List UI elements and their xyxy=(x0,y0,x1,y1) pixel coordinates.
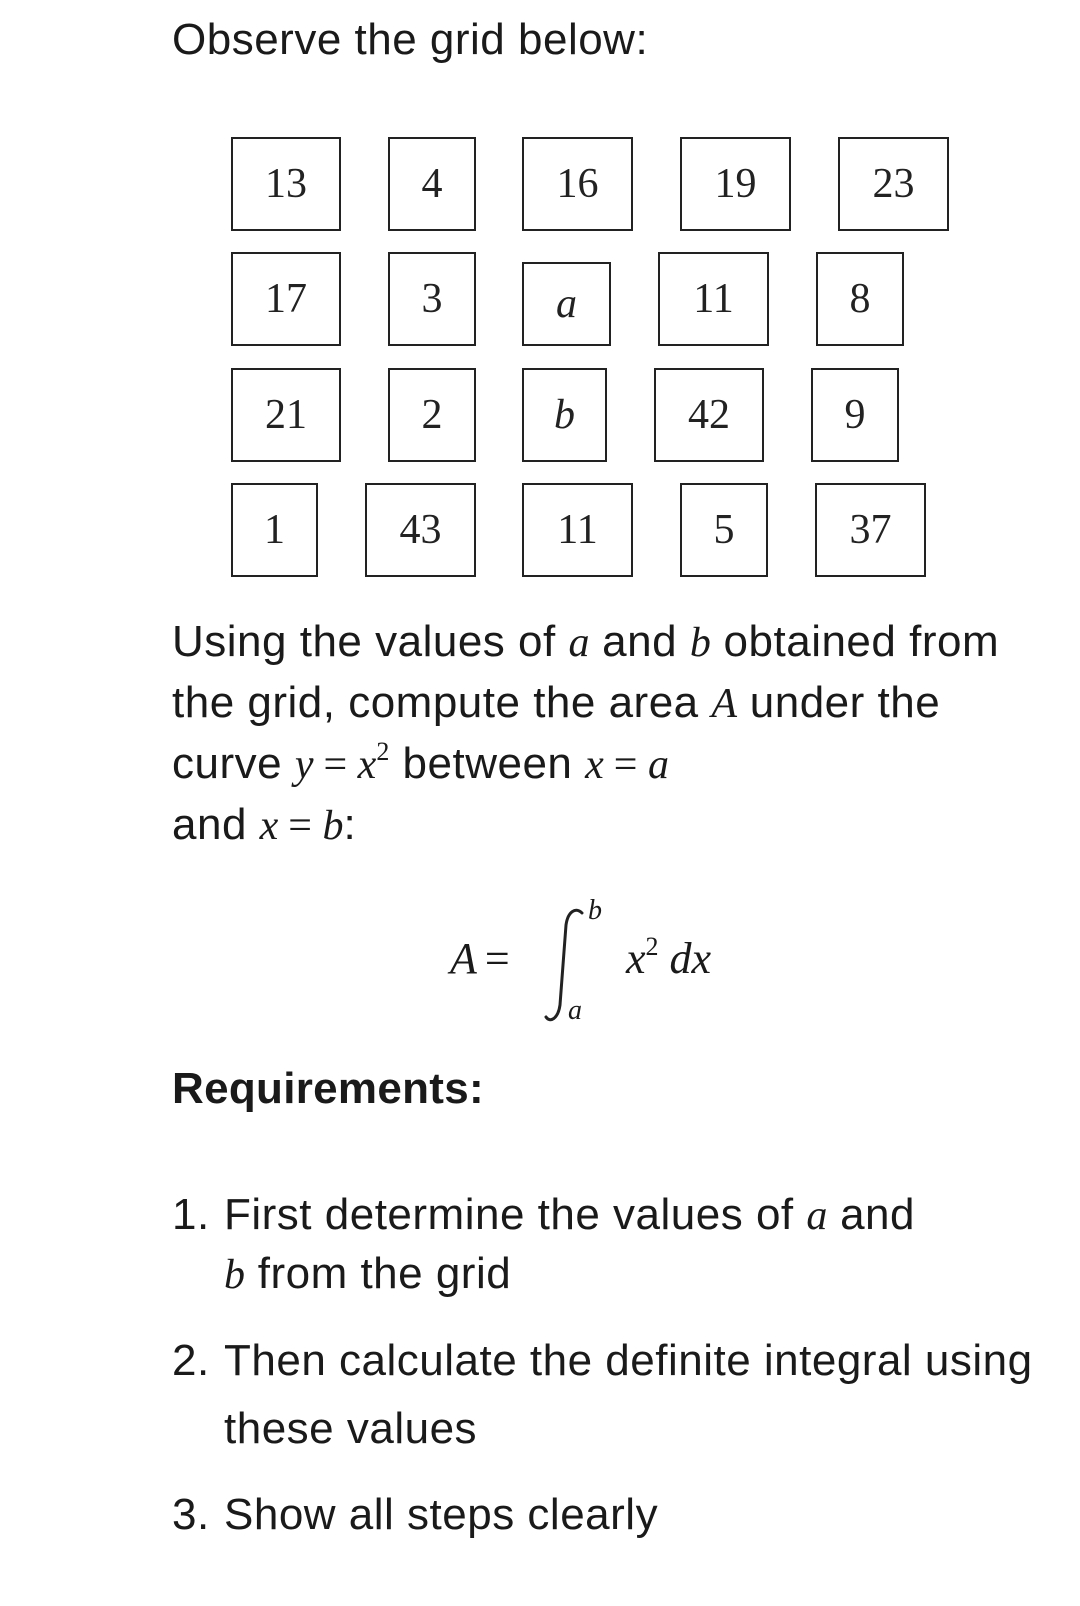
grid-cell: 13 xyxy=(231,137,341,231)
requirement-item: 3. Show all steps clearly xyxy=(172,1486,1052,1544)
math-var-b: b xyxy=(689,620,711,666)
grid-cell-variable-b: b xyxy=(522,368,607,462)
grid-cell: 17 xyxy=(231,252,341,346)
math-var-a: a xyxy=(568,620,590,666)
list-number: 2. xyxy=(172,1336,210,1385)
requirement-item: 1. First determine the values of a and b from the grid xyxy=(172,1186,1052,1304)
requirement-item: 2. Then calculate the definite integral using these values xyxy=(172,1327,1052,1463)
grid-cell: 1 xyxy=(231,483,318,577)
list-number: 1. xyxy=(172,1190,210,1239)
grid-cell: 21 xyxy=(231,368,341,462)
grid-cell: 11 xyxy=(522,483,633,577)
formula-equals: = xyxy=(484,934,510,983)
integral-lower-limit: a xyxy=(568,995,582,1026)
grid-cell: 9 xyxy=(811,368,899,462)
grid-cell: 19 xyxy=(680,137,791,231)
grid-cell: 23 xyxy=(838,137,949,231)
grid-cell: 8 xyxy=(816,252,904,346)
grid-cell: 5 xyxy=(680,483,768,577)
list-number: 3. xyxy=(172,1490,210,1539)
grid-cell: 11 xyxy=(658,252,769,346)
integral-upper-limit: b xyxy=(588,895,602,926)
grid-cell: 2 xyxy=(388,368,476,462)
formula-lhs: A xyxy=(450,934,477,983)
grid-cell: 43 xyxy=(365,483,476,577)
question-text: Using the values of a and b obtained from the grid, compute the area A under the curve $y = x^2$ between x = a and x = b: xyxy=(172,617,1000,849)
grid-cell-variable-a: a xyxy=(522,262,611,346)
grid-cell: 16 xyxy=(522,137,633,231)
requirements-heading: Requirements: xyxy=(172,1064,484,1113)
intro-text: Observe the grid below: xyxy=(172,15,649,64)
grid-cell: 3 xyxy=(388,252,476,346)
grid-cell: 42 xyxy=(654,368,764,462)
integrand: $x^2$ dx xyxy=(626,932,712,983)
grid-cell: 37 xyxy=(815,483,926,577)
integral-formula xyxy=(450,895,770,1035)
math-var-A: A xyxy=(711,681,738,727)
grid-cell: 4 xyxy=(388,137,476,231)
